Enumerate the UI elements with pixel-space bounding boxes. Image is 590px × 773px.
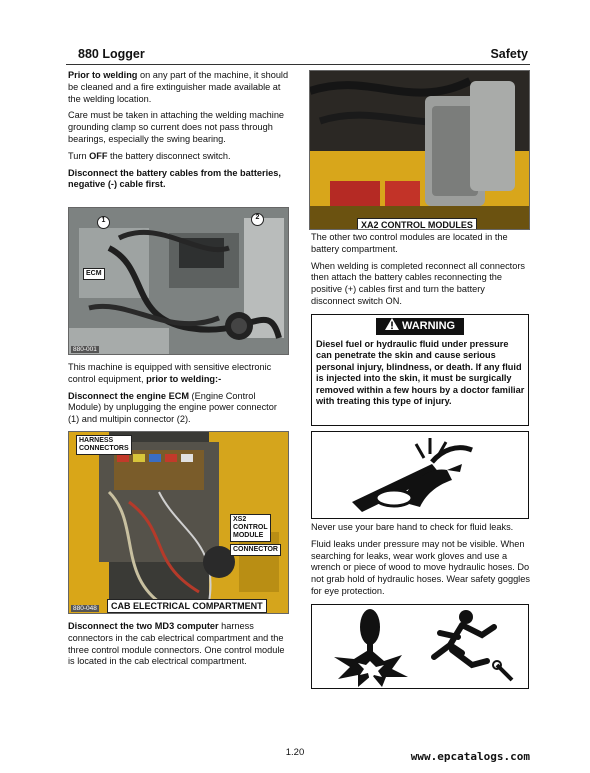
hand-injection-pictogram [311, 431, 529, 519]
warning-triangle-icon [385, 318, 399, 330]
label-connector: CONNECTOR [230, 544, 281, 556]
caption-xa2: XA2 CONTROL MODULES [357, 218, 477, 230]
label-ecm: ECM [83, 268, 105, 280]
paragraph-disconnect-ecm: Disconnect the engine ECM (Engine Control Module) by unplugging the engine power connector (1) and multipin connector (2). [68, 390, 277, 425]
paragraph-bare-hand: Never use your bare hand to check for fluid leaks. [311, 522, 514, 532]
watermark: www.epcatalogs.com [410, 750, 530, 763]
warning-box [311, 314, 529, 426]
left-column-bottom [68, 621, 290, 673]
cab-compartment-photo [68, 431, 289, 614]
label-harness-connectors: HARNESS CONNECTORS [76, 435, 132, 455]
paragraph-electronic-equipment: This machine is equipped with sensitive electronic control equipment, prior to welding:- [68, 362, 272, 384]
paragraph-prior-to-welding: Prior to welding on any part of the machine, it should be cleaned and a fire extinguisher made available at the welding location. [68, 70, 289, 104]
warning-text: Diesel fuel or hydraulic fluid under pressure can penetrate the skin and cause serious personal injury, blindness, or death. If any fluid is injected into the skin, it must be surgically removed within a few hours by a doctor familiar with treating this type of injury. [316, 339, 525, 407]
paragraph-other-modules: The other two control modules are located in the battery compartment. [311, 232, 508, 254]
paragraph-battery-switch: Turn OFF the battery disconnect switch. [68, 150, 231, 161]
paragraph-disconnect-cables: Disconnect the battery cables from the batteries, negative (-) cable first. [68, 167, 281, 190]
callout-2: 2 [251, 213, 264, 226]
callout-1: 1 [97, 216, 110, 229]
document-title: 880 Logger [78, 47, 145, 61]
xa2-photo [309, 70, 530, 230]
paragraph-reconnect: When welding is completed reconnect all connectors then attach the battery cables reconnecting the positive (+) cables first and turn the battery disconnect switch ON. [311, 260, 525, 306]
left-column-top [68, 70, 290, 196]
page-number: 1.20 [285, 747, 305, 758]
explosion-icon [312, 605, 527, 687]
label-xs2-control-module: XS2 CONTROL MODULE [230, 514, 271, 542]
warning-badge: WARNING [376, 318, 464, 335]
explosion-falling-person-pictogram [311, 604, 529, 689]
paragraph-disconnect-md3: Disconnect the two MD3 computer harness connectors in the cab electrical compartment and the three control module connectors. One control module is located in the cab electrical compartment. [68, 621, 285, 667]
header-rule [66, 64, 530, 65]
paragraph-grounding-clamp: Care must be taken in attaching the welding machine grounding clamp so current does not pass through bearings, especially the swing bearing. [68, 110, 285, 144]
figure-code-ecm: 880-001 [73, 346, 97, 353]
section-title: Safety [490, 47, 528, 61]
right-column-bottom [311, 522, 531, 603]
hand-injection-icon [312, 432, 527, 517]
caption-cab-electrical: CAB ELECTRICAL COMPARTMENT [107, 599, 267, 613]
figure-code-cab: 880-048 [73, 605, 97, 612]
ecm-photo [68, 207, 289, 355]
left-column-middle [68, 362, 290, 431]
right-column-top [311, 232, 531, 313]
paragraph-fluid-leaks: Fluid leaks under pressure may not be visible. When searching for leaks, wear work gloves and use a wrench or piece of wood to move hydraulic hoses. Do not grab hold of hydraulic hoses. Wear safety goggles for eye protection. [311, 538, 530, 596]
